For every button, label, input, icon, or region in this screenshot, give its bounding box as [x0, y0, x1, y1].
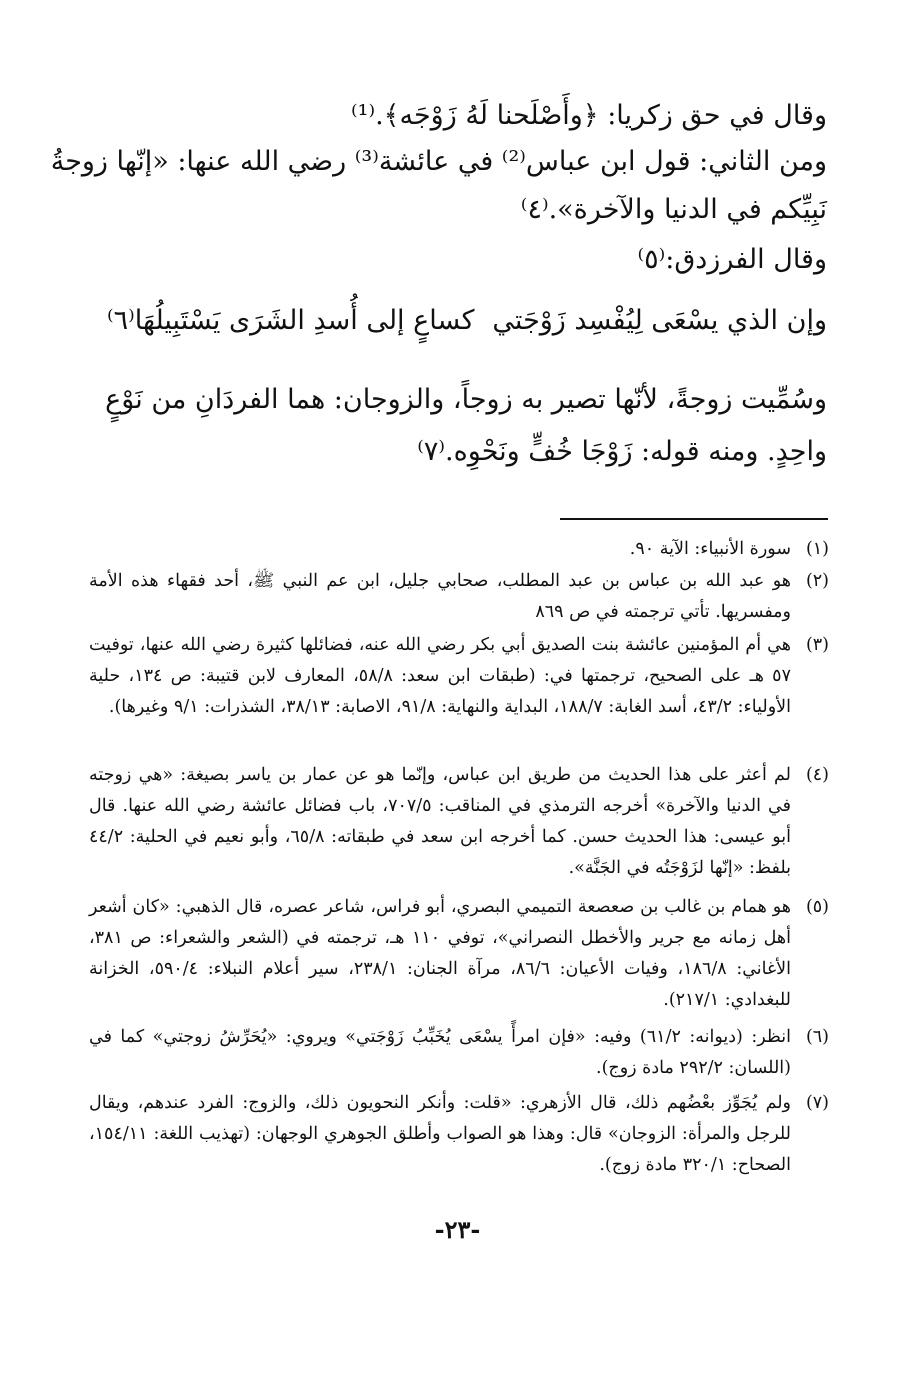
footnote-3 — [89, 630, 829, 723]
verse-hemistich-2: كساعٍ إلى أُسدِ الشَرَى يَسْتَبِيلُهَا⁽٦⁾ — [107, 305, 475, 336]
main-text-line-2: ومن الثاني: قول ابن عباس⁽²⁾ في عائشة⁽³⁾ رضي الله عنها: «إنّها زوجةُ — [50, 146, 827, 177]
footnote-text: سورة الأنبياء: الآية ٩٠. — [629, 539, 791, 559]
page-number: -٢٣- — [434, 1215, 481, 1244]
verse-hemistich-1: وإن الذي يسْعَى لِيُفْسِد زَوْجَتي — [492, 305, 827, 336]
footnote-7 — [89, 1088, 829, 1181]
footnote-number: (١) — [805, 539, 829, 559]
footnote-text: هو همام بن غالب بن صعصعة التميمي البصري، أبو فراس، شاعر عصره، قال الذهبي: «كان أشعر أهل زمانه مع جرير والأخطل النصراني»، توفي ١١٠ هـ، ترجمته في (الشعر والشعراء: ص ٣٨١، الأغاني: ١٨٦/٨، وفيات الأعيان: ٨٦/٦، مرآة الجنان: ٢٣٨/١، سير أعلام النبلاء: ٥٩٠/٤، الخزانة للبغدادي: ٢١٧/١). — [89, 897, 792, 1010]
footnote-number: (٥) — [805, 897, 829, 917]
footnote-number: (٦) — [805, 1027, 829, 1047]
main-text-line-1: وقال في حق زكريا: ﴿وأَصْلَحنا لَهُ زَوْجَه﴾.⁽¹⁾ — [350, 100, 827, 131]
poetry-verse — [107, 296, 827, 346]
footnote-separator — [560, 518, 828, 520]
footnote-text: ولم يُجَوِّز بعْضُهم ذلك، قال الأزهري: «قلت: وأنكر النحويون ذلك، والزوج: الفرد عندهم، ويقال للرجل والمرأة: الزوجان» قال: وهذا هو الصواب وأطلق الجوهري الوجهان: (تهذيب اللغة: ١٥٤/١١، الصحاح: ٣٢٠/١ مادة زوج). — [89, 1093, 791, 1175]
main-text-line-6: واحِدٍ. ومنه قوله: زَوْجَا خُفٍّ ونَحْوِه.⁽٧⁾ — [417, 436, 827, 467]
footnote-number: (٤) — [805, 765, 829, 785]
footnote-text: انظر: (ديوانه: ٦١/٢) وفيه: «فإن امرأً يسْعَى يُخَبِّبُ زَوْجَتي» ويروي: «يُحَرِّشُ زوجتي» كما في (اللسان: ٢٩٢/٢ مادة زوج). — [89, 1027, 791, 1078]
footnote-number: (٧) — [805, 1093, 829, 1113]
footnote-1 — [89, 534, 829, 565]
footnote-4 — [89, 760, 829, 884]
footnote-text: هي أم المؤمنين عائشة بنت الصديق أبي بكر رضي الله عنه، فضائلها كثيرة رضي الله عنها، توفيت ٥٧ هـ على الصحيح، ترجمتها في: (طبقات ابن سعد: ٥٨/٨، المعارف لابن قتيبة: ص ١٣٤، حلية الأولياء: ٤٣/٢، أسد الغابة: ١٨٨/٧، البداية والنهاية: ٩١/٨، الاصابة: ٣٨/١٣، الشذرات: ٩/١ وغيرها). — [89, 635, 791, 717]
footnote-number: (٢) — [805, 571, 829, 591]
main-text-line-5: وسُمِّيت زوجةً، لأنّها تصير به زوجاً، والزوجان: هما الفردَانِ من نَوْعٍ — [105, 384, 827, 415]
footnote-text: هو عبد الله بن عباس بن عبد المطلب، صحابي جليل، ابن عم النبي ﷺ، أحد فقهاء هذه الأمة ومفسريها. تأتي ترجمته في ص ٨٦٩ — [89, 571, 791, 622]
footnote-2 — [89, 566, 829, 628]
footnote-5 — [89, 892, 829, 1016]
footnote-6 — [89, 1022, 829, 1084]
footnote-text: لم أعثر على هذا الحديث من طريق ابن عباس، وإنّما هو عن عمار بن ياسر بصيغة: «هي زوجته في الدنيا والآخرة» أخرجه الترمذي في المناقب: ٧٠٧/٥، باب فضائل عائشة رضي الله عنها. قال أبو عيسى: هذا الحديث حسن. كما أخرجه ابن سعد في طبقاته: ٦٥/٨، وأبو نعيم في الحلية: ٤٤/٢ بلفظ: «إنّها لزَوْجَتُه في الجَنَّة». — [89, 765, 791, 878]
main-text-line-3: نَبِيِّكم في الدنيا والآخرة».⁽٤⁾ — [520, 194, 827, 225]
main-text-line-4: وقال الفرزدق:⁽٥⁾ — [637, 244, 827, 275]
footnote-number: (٣) — [805, 635, 829, 655]
